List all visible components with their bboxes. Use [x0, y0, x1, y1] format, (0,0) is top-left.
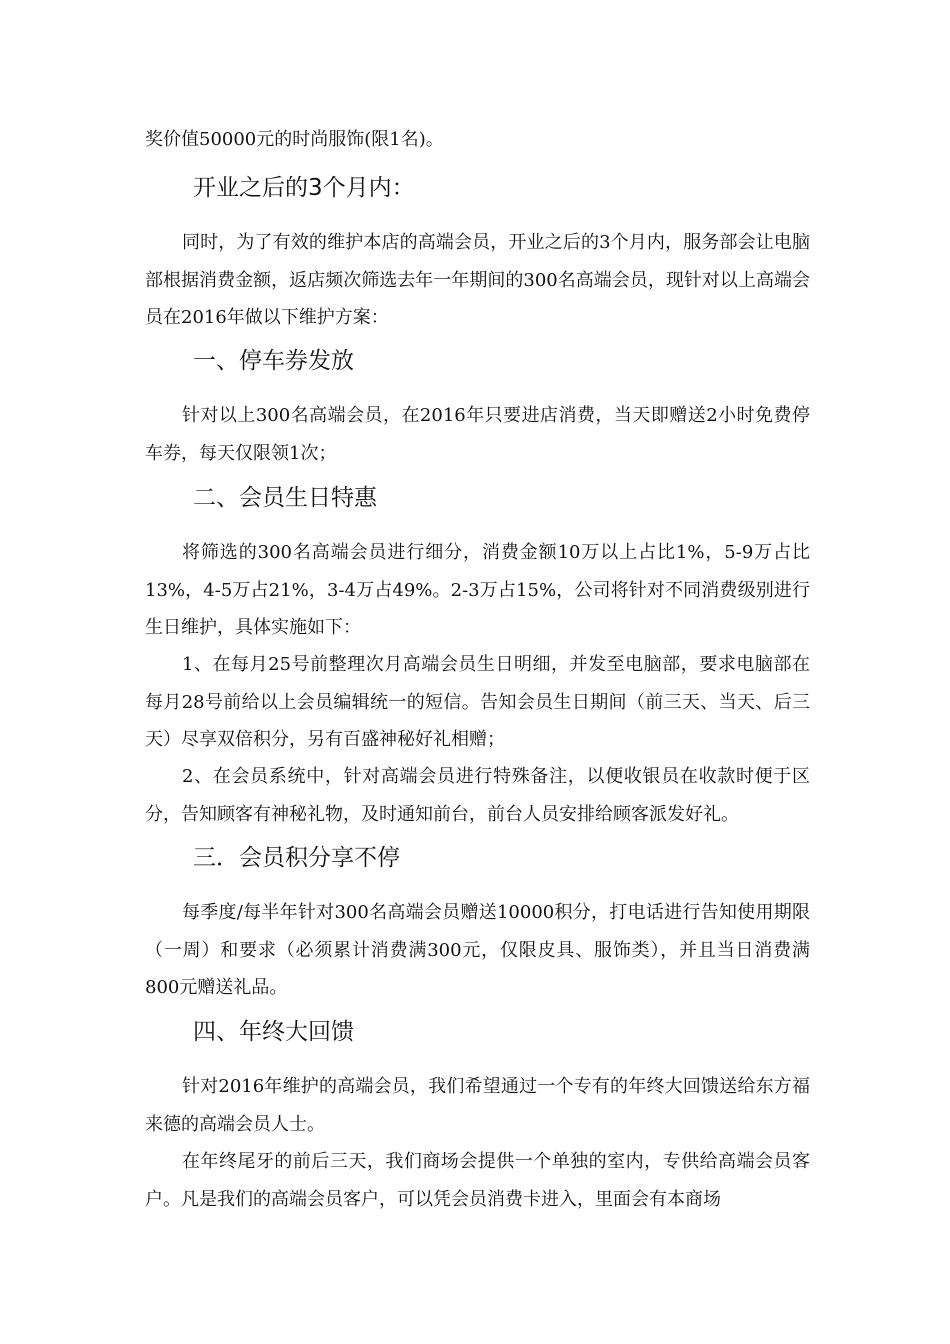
heading-year-end: 四、年终大回馈 [193, 1019, 354, 1045]
heading-first-three-months: 开业之后的3个月内： [193, 175, 415, 201]
heading-points: 三．会员积分享不停 [193, 845, 400, 871]
paragraph-birthday-segmentation: 将筛选的300名高端会员进行细分，消费金额10万以上占比1%，5-9万占比13%，4-5万占21%，3-4万占49%。2-3万占15%，公司将针对不同消费级别进行生日维护，具体实施如下： [145, 542, 810, 638]
heading-parking-voucher: 一、停车券发放 [193, 348, 354, 374]
paragraph-year-end-event: 在年终尾牙的前后三天，我们商场会提供一个单独的室内，专供给高端会员客户。凡是我们的高端会员客户，可以凭会员消费卡进入，里面会有本商场 [145, 1151, 810, 1210]
paragraph-intro: 同时，为了有效的维护本店的高端会员，开业之后的3个月内，服务部会让电脑部根据消费金额，返店频次筛选去年一年期间的300名高端会员，现针对以上高端会员在2016年做以下维护方案： [145, 232, 810, 328]
paragraph-birthday-step-2: 2、在会员系统中，针对高端会员进行特殊备注，以便收银员在收款时便于区分，告知顾客有神秘礼物，及时通知前台，前台人员安排给顾客派发好礼。 [145, 766, 810, 825]
paragraph-parking: 针对以上300名高端会员，在2016年只要进店消费，当天即赠送2小时免费停车券，每天仅限领1次； [145, 405, 810, 464]
heading-birthday-offer: 二、会员生日特惠 [193, 485, 377, 511]
paragraph-birthday-step-1: 1、在每月25号前整理次月高端会员生日明细，并发至电脑部，要求电脑部在每月28号前给以上会员编辑统一的短信。告知会员生日期间（前三天、当天、后三天）尽享双倍积分，另有百盛神秘好礼相赠； [145, 654, 810, 750]
paragraph-year-end-intro: 针对2016年维护的高端会员，我们希望通过一个专有的年终大回馈送给东方福来德的高端会员人士。 [145, 1076, 810, 1135]
paragraph-points: 每季度/每半年针对300名高端会员赠送10000积分，打电话进行告知使用期限（一周）和要求（必须累计消费满300元，仅限皮具、服饰类），并且当日消费满800元赠送礼品。 [145, 902, 810, 998]
paragraph-prize-note: 奖价值50000元的时尚服饰(限1名)。 [145, 129, 444, 150]
